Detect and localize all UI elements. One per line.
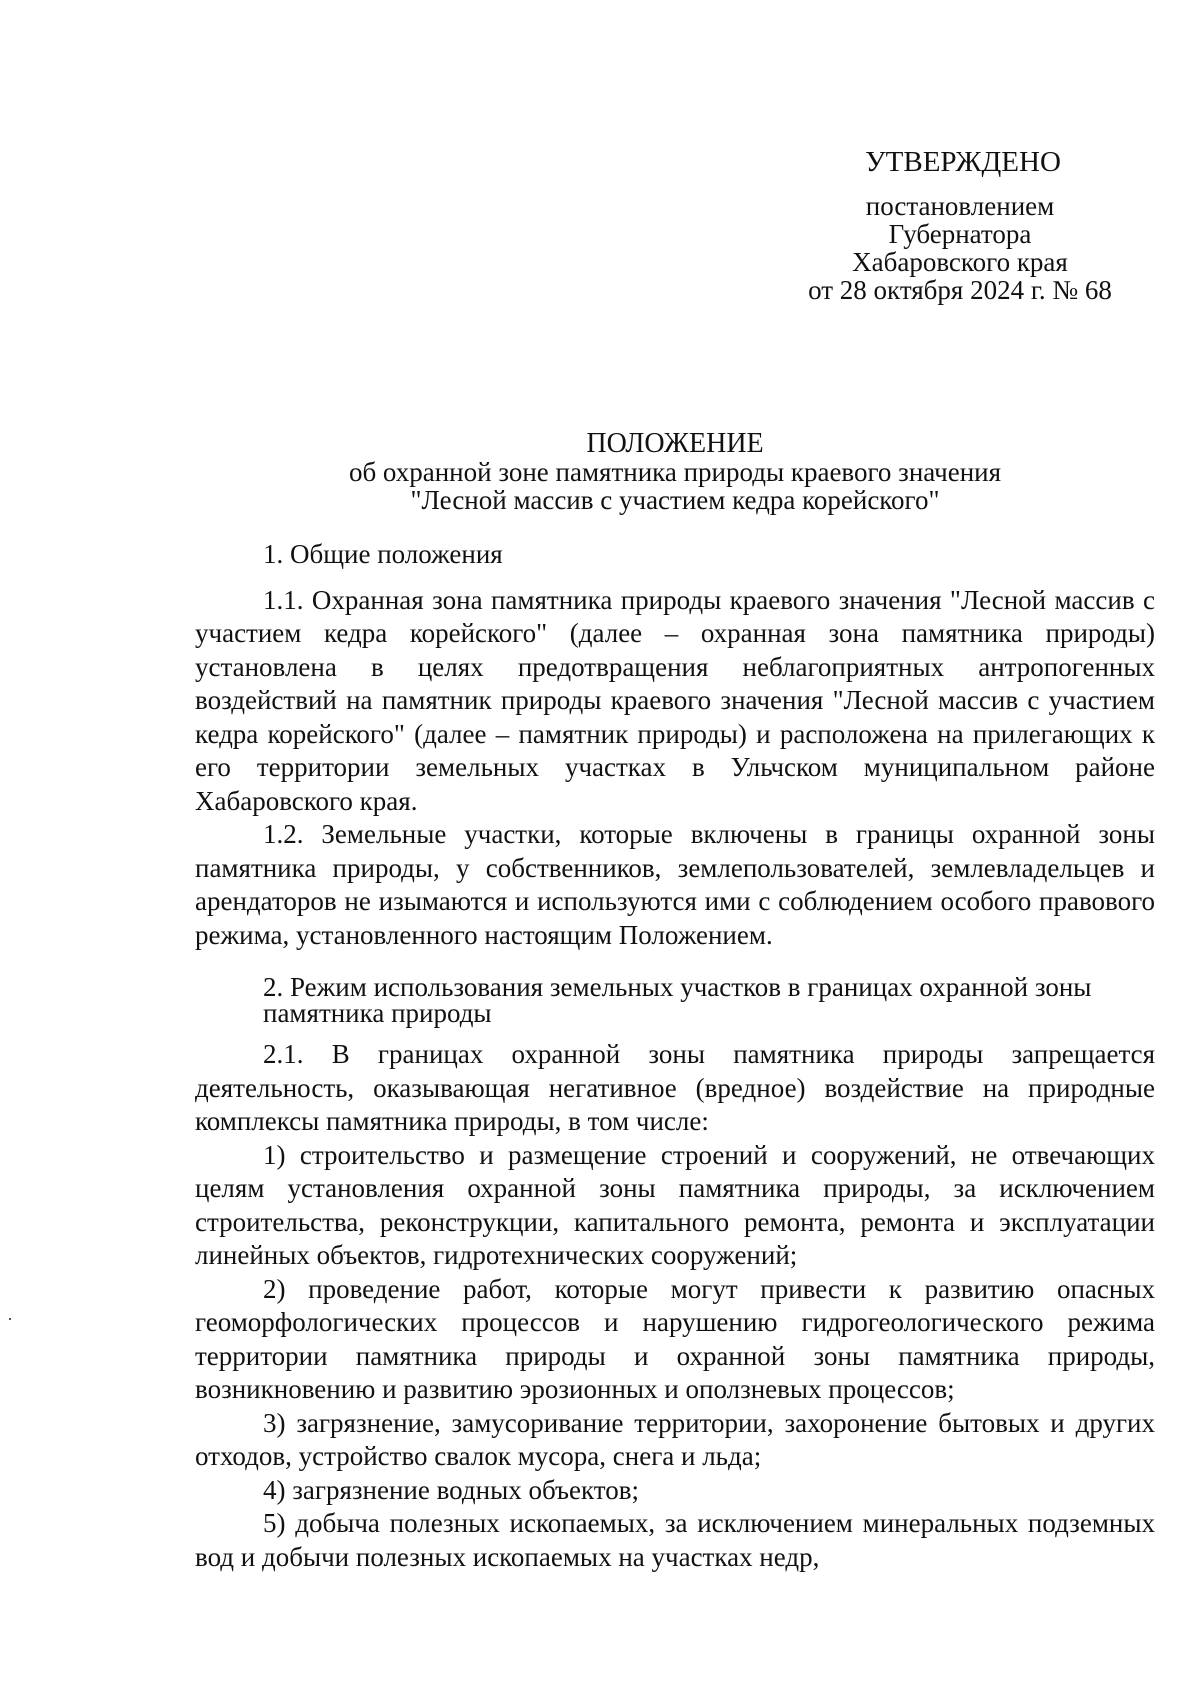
list-item: 4) загрязнение водных объектов;: [263, 1474, 639, 1505]
document-title-block: [195, 430, 1155, 514]
paragraph: 1.2. Земельные участки, которые включены в границы охранной зоны памятника природы, у собственников, землепользователей, землевладельцев и арендаторов не изымаются и используются ими с соблюдением особого правового режима, установленного настоящим Положением.: [195, 819, 1155, 950]
list-item: 5) добыча полезных ископаемых, за исключением минеральных подземных вод и добычи полезных ископаемых на участках недр,: [195, 1508, 1155, 1572]
approved-label: УТВЕРЖДЕНО: [865, 146, 1061, 178]
list-item: 2) проведение работ, которые могут привести к развитию опасных геоморфологических процессов и нарушению гидрогеологического режима территории памятника природы и охранной зоны памятника природы, возникновению и развитию эрозионных и оползневых процессов;: [195, 1273, 1155, 1404]
document-subtitle-line: об охранной зоне памятника природы краевого значения: [348, 457, 1002, 487]
approval-line: Хабаровского края: [852, 247, 1068, 277]
approval-stamp-block: [780, 148, 1140, 304]
document-title: ПОЛОЖЕНИЕ: [586, 428, 764, 459]
section-heading: 1. Общие положения: [263, 539, 503, 569]
list-item: 1) строительство и размещение строений и сооружений, не отвечающих целям установления охранной зоны памятника природы, за исключением строительства, реконструкции, капитального ремонта, ремонта и эксплуатации линейных объектов, гидротехнических сооружений;: [195, 1139, 1155, 1270]
section-heading: 2. Режим использования земельных участков в границах охранной зоны памятника природы: [263, 972, 1092, 1028]
approval-date-line: от 28 октября 2024 г. № 68: [808, 275, 1112, 305]
approval-line: постановлением: [865, 191, 1055, 221]
document-subtitle-line: "Лесной массив с участием кедра корейского": [410, 485, 940, 515]
document-body: [195, 538, 1155, 1574]
approval-line: Губернатора: [888, 219, 1032, 249]
paragraph: 2.1. В границах охранной зоны памятника природы запрещается деятельность, оказывающая негативное (вредное) воздействие на природные комплексы памятника природы, в том числе:: [195, 1039, 1155, 1136]
list-item: 3) загрязнение, замусоривание территории, захоронение бытовых и других отходов, устройство свалок мусора, снега и льда;: [195, 1407, 1155, 1471]
scan-speck: [9, 1318, 11, 1320]
paragraph: 1.1. Охранная зона памятника природы краевого значения "Лесной массив с участием кедра корейского" (далее – охранная зона памятника природы) установлена в целях предотвращения неблагоприятных антропогенных воздействий на памятник природы краевого значения "Лесной массив с участием кедра корейского" (далее – памятник природы) и расположена на прилегающих к его территории земельных участках в Ульчском муниципальном районе Хабаровского края.: [195, 584, 1155, 816]
